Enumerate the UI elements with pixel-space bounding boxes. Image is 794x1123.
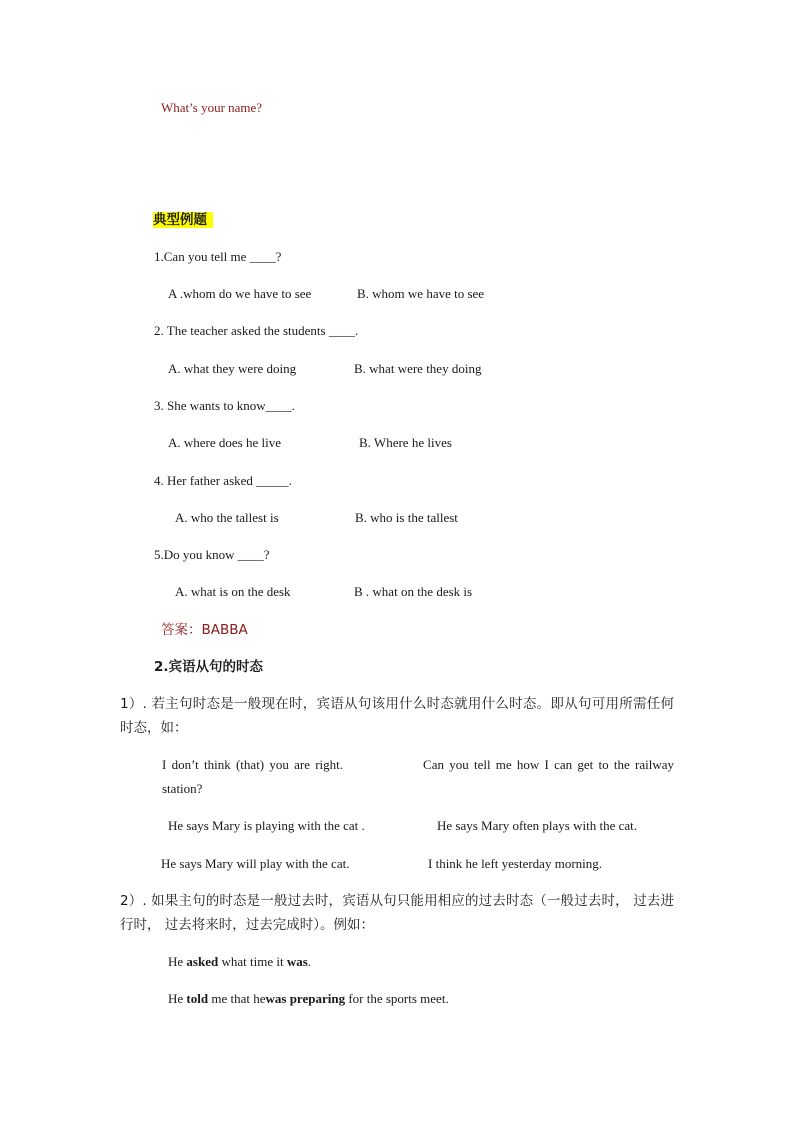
rule1-text: 1）. 若主句时态是一般现在时，宾语从句该用什么时态就用什么时态。即从句可用所需任何时态，如： (120, 696, 674, 736)
question-stem: 3. She wants to know____. (154, 398, 295, 413)
rule1-example: I think he left yesterday morning. (428, 856, 603, 871)
rule2-marker: 2）. (120, 893, 147, 909)
example-text: me that he (208, 991, 266, 1006)
question-option-a: A. what is on the desk (175, 584, 291, 599)
question-option-b: B. what were they doing (354, 361, 482, 376)
answer-key: 答案：BABBA (161, 622, 248, 638)
tense-heading: 2.宾语从句的时态 (154, 659, 264, 675)
example-text: what time it (218, 954, 287, 969)
question-stem: 4. Her father asked _____. (154, 473, 292, 488)
question-option-b: B. whom we have to see (357, 286, 485, 301)
question-option-b: B . what on the desk is (354, 584, 473, 599)
rule2-example (168, 953, 311, 971)
example-bold-verb: told (186, 991, 209, 1006)
rule1-example-pair (162, 753, 674, 801)
rule2-paragraph (120, 889, 674, 937)
question-option-a: A .whom do we have to see (168, 286, 312, 301)
rule2-text: 如果主句的时态是一般过去时，宾语从句只能用相应的过去时态（一般过去时， 过去进行时， 过去将来时，过去完成时）。例如： (120, 893, 675, 933)
rule1-example: I don’t think (that) you are right. (162, 757, 344, 772)
rule1-example: He says Mary will play with the cat. (161, 856, 350, 871)
rule2-example (168, 990, 449, 1008)
rule1-example: Can you tell me how I can get to the railway station? (162, 757, 674, 796)
section-heading (153, 211, 213, 229)
question-option-a: A. what they were doing (168, 361, 297, 376)
example-text: for the sports meet. (345, 991, 449, 1006)
question-option-b: B. who is the tallest (355, 510, 458, 525)
question-option-a: A. who the tallest is (175, 510, 279, 525)
question-stem: 2. The teacher asked the students ____. (154, 323, 359, 338)
example-text: . (307, 954, 312, 969)
question-option-a: A. where does he live (168, 435, 281, 450)
example-bold-verb: was (286, 954, 308, 969)
question-option-b: B. Where he lives (359, 435, 452, 450)
example-text: He (168, 991, 187, 1006)
intro-line: What’s your name? (161, 100, 263, 115)
rule1-example: He says Mary is playing with the cat . (168, 818, 365, 833)
question-stem: 5.Do you know ____? (154, 547, 270, 562)
question-stem: 1.Can you tell me ____? (154, 249, 282, 264)
section-heading-text: 典型例题 (153, 212, 213, 228)
rule1-example: He says Mary often plays with the cat. (437, 818, 638, 833)
example-text: He (168, 954, 187, 969)
example-bold-verb: asked (186, 954, 219, 969)
example-bold-verb: was preparing (265, 991, 346, 1006)
